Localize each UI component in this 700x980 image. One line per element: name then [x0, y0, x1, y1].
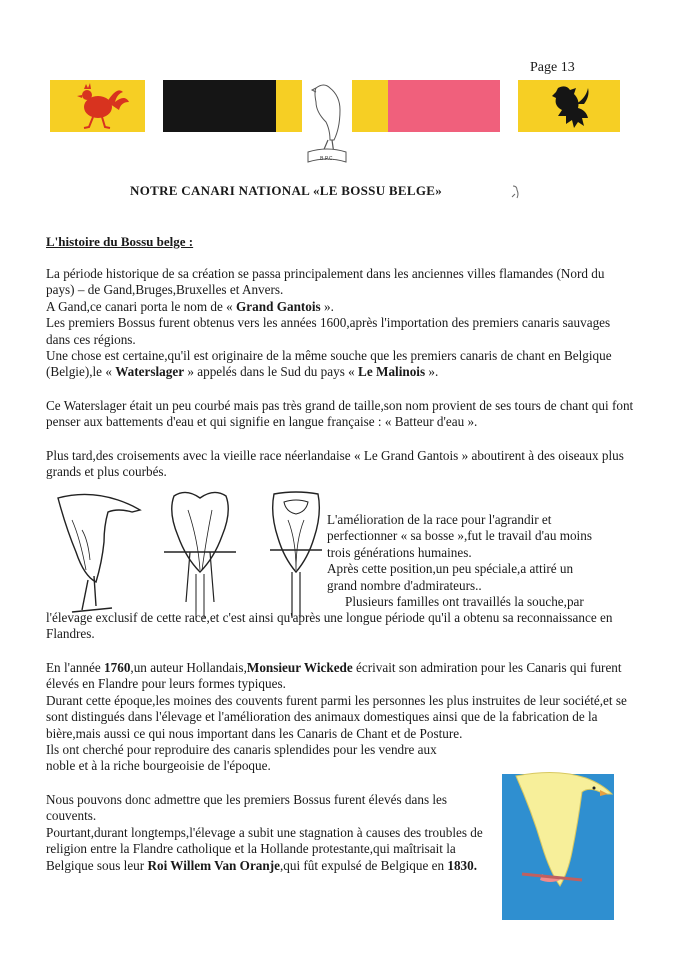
paragraph-recognition: l'élevage exclusif de cette race,et c'est ainsi qu'après une longue période qu'il a obtenu sa reconnaissance en Flandres.	[46, 610, 613, 642]
paragraph-crossbreeding: Plus tard,des croisements avec la vieille race néerlandaise « Le Grand Gantois » aboutirent à des oiseaux plus grands et plus courbés.	[46, 448, 624, 480]
waterslager-name: Waterslager	[115, 364, 185, 380]
bird-side-sketch	[52, 490, 144, 620]
flemish-lion-icon	[518, 80, 620, 132]
paragraph-waterslager: Ce Waterslager était un peu courbé mais pas très grand de taille,son nom provient de ses tours de chant qui font penser aux battements d'eau et qui signifie en langue française : « Batteur d'eau ».	[46, 398, 634, 430]
walloon-rooster-icon	[50, 80, 145, 132]
belgian-flag	[163, 80, 388, 132]
grand-gantois-name: Grand Gantois	[236, 298, 321, 314]
canary-club-logo-icon	[302, 78, 352, 170]
pink-band	[388, 80, 500, 132]
paragraph-history-1760: En l'année 1760,un auteur Hollandais,Monsieur Wickede écrivait son admiration pour les Canaris qui furent élevés en Flandre pour leurs formes typiques. Durant cette époque,les moines des couvents furent parmi les personnes les plus instruites de leur société,et se sont distingués dans l'élevage et l'amélioration des animaux domestiques ainsi que de la fabrication de la bière,mais aussi ce qui nous important dans les Canaris de Chant et de Posture. Ils ont cherché pour reproduire des canaris splendides pour les vendre aux noble et à la riche bourgeoisie de l'époque.	[46, 660, 627, 774]
paragraph-improvement: L'amélioration de la race pour l'agrandir et perfectionner « sa bosse »,fut le travail d'au moins trois générations humaines. Après cette position,un peu spéciale,a attiré un grand nombre d'admirateurs.. Plusieurs familles ont travaillés la souche,par	[327, 512, 592, 610]
malinois-name: Le Malinois	[358, 364, 426, 380]
year-1760: 1760	[104, 660, 131, 675]
page-number: Page 13	[530, 60, 575, 75]
svg-text:B.P.C.: B.P.C.	[320, 156, 334, 162]
paragraph-convents: Nous pouvons donc admettre que les premiers Bossus furent élevés dans les couvents. Pourtant,durant longtemps,l'élevage a subit une stagnation à causes des troubles de religion entre la Flandre catholique et la Hollande protestante,qui maîtrisait la Belgique sous leur Roi Willem Van Oranje,qui fût expulsé de Belgique en 1830.	[46, 792, 483, 873]
king-name: Roi Willem Van Oranje	[147, 857, 280, 873]
bird-back-sketch	[160, 490, 240, 620]
author-name: Monsieur Wickede	[246, 660, 353, 675]
year-1830: 1830.	[447, 857, 478, 873]
origins-text: La période historique de sa création se passa principalement dans les anciennes villes flamandes (Nord du pays) – de Gand,Bruges,Bruxelles et Anvers.	[46, 266, 605, 298]
section-heading: L'histoire du Bossu belge :	[46, 234, 194, 249]
bird-front-sketch	[266, 490, 326, 620]
small-bird-icon	[509, 184, 521, 200]
page-title: NOTRE CANARI NATIONAL «LE BOSSU BELGE»	[130, 183, 443, 198]
yellow-canary-icon	[502, 762, 614, 920]
canary-illustration	[502, 762, 614, 920]
paragraph-origins: La période historique de sa création se passa principalement dans les anciennes villes flamandes (Nord du pays) – de Gand,Bruges,Bruxelles et Anvers. A Gand,ce canari porta le nom de « Grand Gantois ». Les premiers Bossus furent obtenus vers les années 1600,après l'importation des premiers canaris sauvages dans ces régions. Une chose est certaine,qu'il est originaire de la même souche que les premiers canaris de chant en Belgique (Belgie),le « Waterslager » appelés dans le Sud du pays « Le Malinois ».	[46, 266, 612, 380]
